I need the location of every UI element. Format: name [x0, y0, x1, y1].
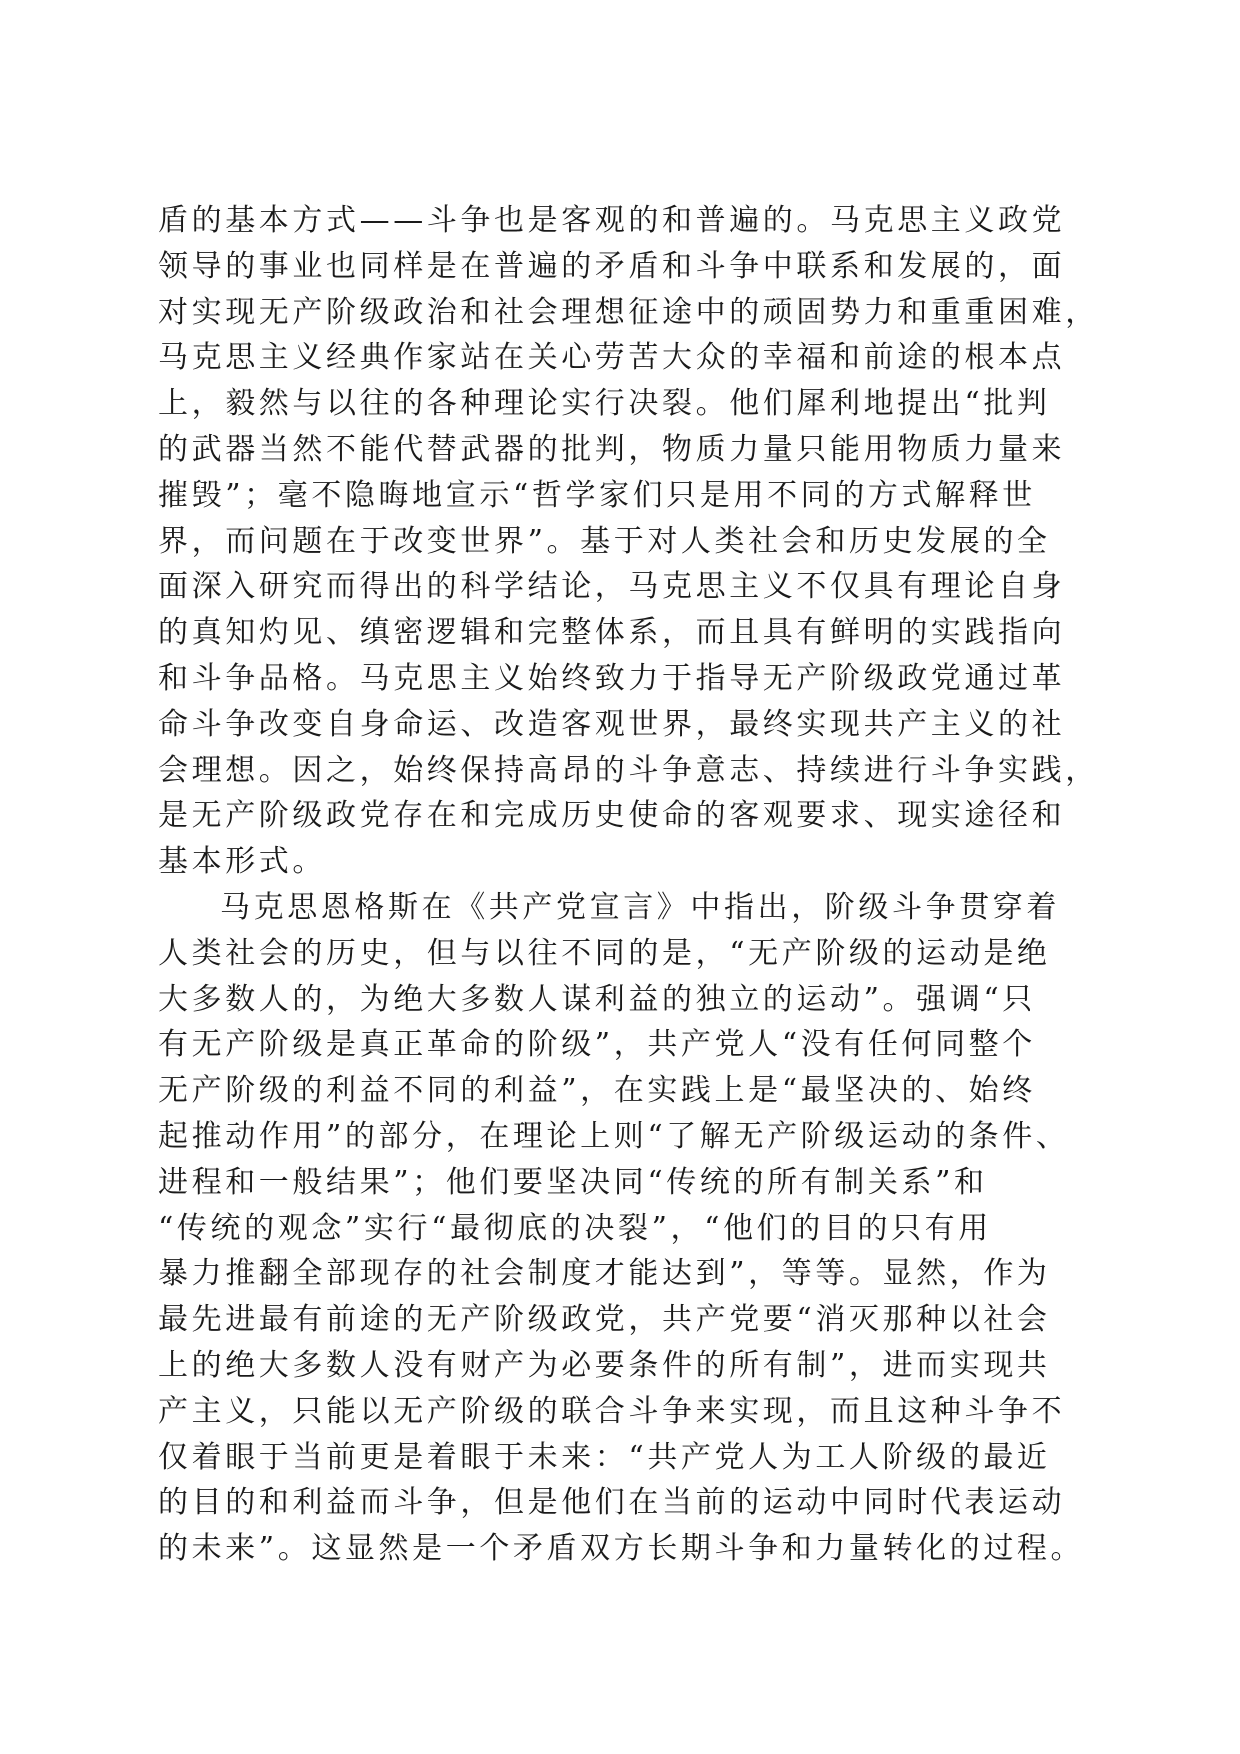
text-line: 马克思主义经典作家站在关心劳苦大众的幸福和前途的根本点	[158, 340, 1066, 376]
paragraph-2	[158, 885, 1098, 1572]
text-line: 最先进最有前途的无产阶级政党，共产党要“消灭那种以社会	[158, 1302, 1051, 1338]
text-line: 摧毁”；毫不隐晦地宣示“哲学家们只是用不同的方式解释世	[158, 477, 1036, 513]
text-line: 的未来”。这显然是一个矛盾双方长期斗争和力量转化的过程。	[158, 1531, 1085, 1567]
text-line: 进程和一般结果”；他们要坚决同“传统的所有制关系”和	[158, 1164, 988, 1200]
text-line: 和斗争品格。马克思主义始终致力于指导无产阶级政党通过革	[158, 660, 1066, 696]
text-line: 仅着眼于当前更是着眼于未来：“共产党人为工人阶级的最近	[158, 1439, 1051, 1475]
text-line: 有无产阶级是真正革命的阶级”，共产党人“没有任何同整个	[158, 1027, 1036, 1063]
text-line: 人类社会的历史，但与以往不同的是，“无产阶级的运动是绝	[158, 935, 1051, 971]
text-line: 暴力推翻全部现存的社会制度才能达到”，等等。显然，作为	[158, 1256, 1051, 1292]
text-line: 的武器当然不能代替武器的批判，物质力量只能用物质力量来	[158, 431, 1066, 467]
text-line: 界，而问题在于改变世界”。基于对人类社会和历史发展的全	[158, 523, 1051, 559]
body-text	[158, 198, 1098, 1572]
text-line: 领导的事业也同样是在普遍的矛盾和斗争中联系和发展的，面	[158, 248, 1066, 284]
text-line: 产主义，只能以无产阶级的联合斗争来实现，而且这种斗争不	[158, 1393, 1066, 1429]
text-line: 命斗争改变自身命运、改造客观世界，最终实现共产主义的社	[158, 706, 1066, 742]
text-line: 无产阶级的利益不同的利益”，在实践上是“最坚决的、始终	[158, 1073, 1036, 1109]
text-line: 的真知灼见、缜密逻辑和完整体系，而且具有鲜明的实践指向	[158, 615, 1066, 651]
text-line: 起推动作用”的部分，在理论上则“了解无产阶级运动的条件、	[158, 1118, 1070, 1154]
text-line: 上，毅然与以往的各种理论实行决裂。他们犀利地提出“批判	[158, 386, 1051, 422]
text-line: 是无产阶级政党存在和完成历史使命的客观要求、现实途径和	[158, 798, 1066, 834]
text-line: 基本形式。	[158, 844, 326, 880]
text-line: 的目的和利益而斗争，但是他们在当前的运动中同时代表运动	[158, 1485, 1066, 1521]
text-line: 对实现无产阶级政治和社会理想征途中的顽固势力和重重困难，	[158, 294, 1099, 330]
text-line: 上的绝大多数人没有财产为必要条件的所有制”，进而实现共	[158, 1347, 1051, 1383]
text-line: 面深入研究而得出的科学结论，马克思主义不仅具有理论自身	[158, 569, 1066, 605]
paragraph-1	[158, 198, 1098, 885]
text-line: 会理想。因之，始终保持高昂的斗争意志、持续进行斗争实践，	[158, 752, 1099, 788]
text-line: “传统的观念”实行“最彻底的决裂”，“他们的目的只有用	[158, 1210, 992, 1246]
text-line: 大多数人的，为绝大多数人谋利益的独立的运动”。强调“只	[158, 981, 1036, 1017]
text-line-indented: 马克思恩格斯在《共产党宣言》中指出，阶级斗争贯穿着	[220, 889, 1060, 925]
text-line: 盾的基本方式——斗争也是客观的和普遍的。马克思主义政党	[158, 203, 1066, 238]
